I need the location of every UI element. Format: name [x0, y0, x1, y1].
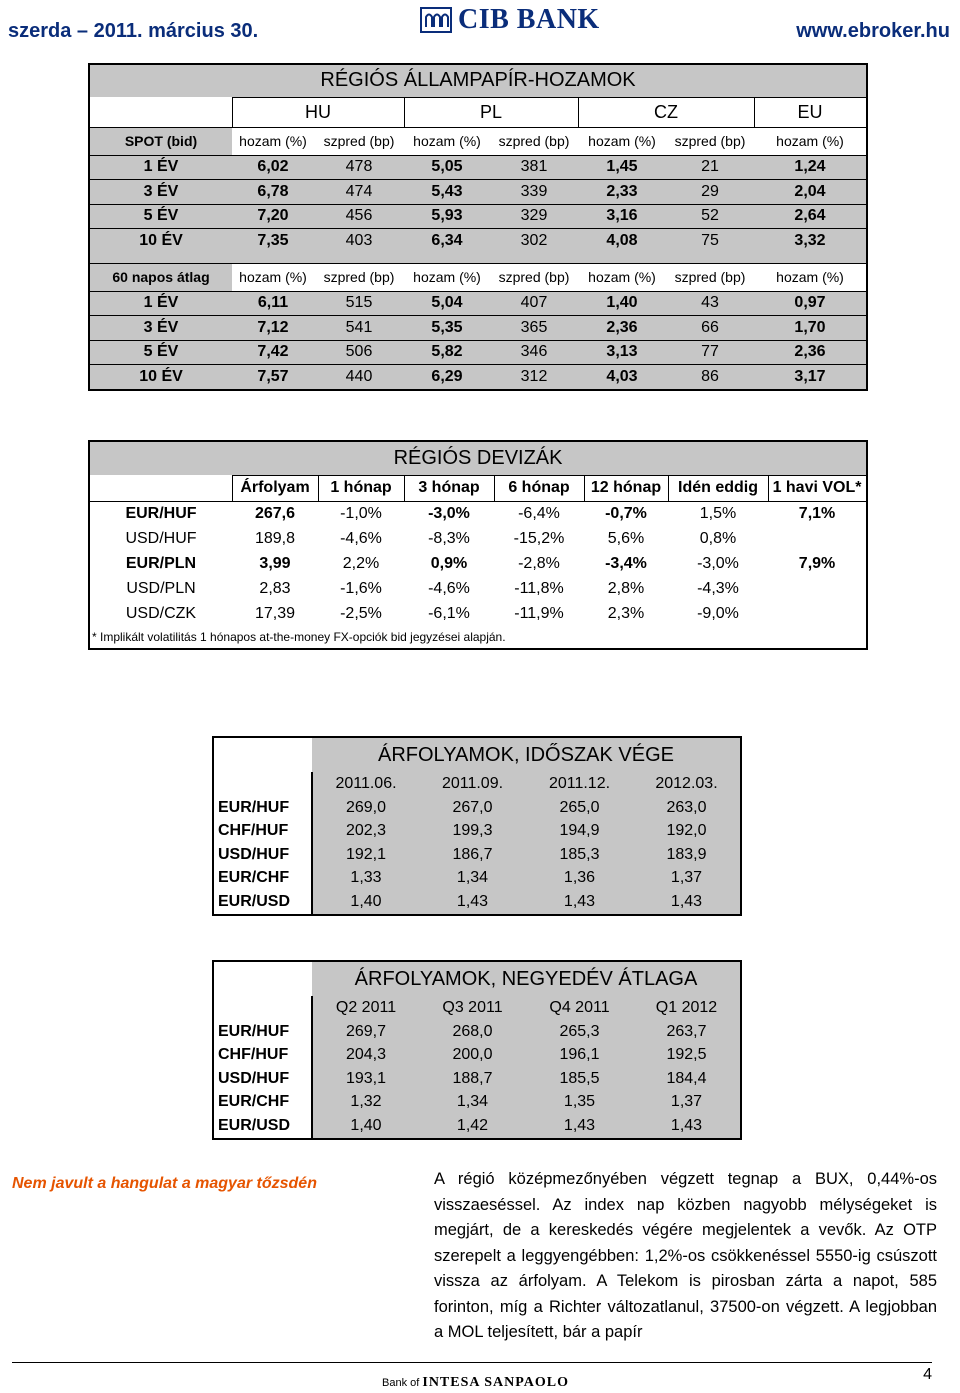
currencies-table [88, 440, 868, 650]
table-row [214, 1091, 740, 1115]
empty-cell [214, 996, 312, 1020]
hu-spread: 515 [314, 291, 404, 316]
cib-logo-icon [420, 7, 452, 33]
table-row [90, 526, 866, 551]
pl-yield: 5,93 [404, 204, 490, 229]
pl-yield: 5,43 [404, 180, 490, 205]
eu-yield: 3,32 [754, 229, 866, 254]
hu-yield: 7,20 [232, 204, 314, 229]
rate-cell: 269,0 [312, 796, 419, 820]
logo-text: CIB BANK [458, 4, 600, 35]
change-1m: -1,0% [340, 504, 382, 522]
table-row [90, 155, 866, 180]
vol-value [768, 576, 866, 601]
table-row [90, 316, 866, 341]
change-12m: 2,3% [607, 604, 645, 622]
col-hozam: hozam (%) [404, 127, 490, 155]
change-3m: -6,1% [428, 604, 470, 622]
eu-yield: 1,70 [754, 316, 866, 341]
rate-value: 189,8 [254, 529, 296, 547]
period-end-rates-table [212, 736, 742, 916]
cz-yield: 4,03 [578, 365, 666, 390]
rate-cell: 202,3 [312, 820, 419, 844]
rate-cell: 1,43 [419, 890, 526, 914]
col-header: 2011.12. [526, 772, 633, 796]
rate-cell: 185,3 [526, 843, 633, 867]
cz-yield: 3,13 [578, 340, 666, 365]
change-3m: 0,9% [430, 554, 468, 572]
hu-spread: 541 [314, 316, 404, 341]
col-header: 2011.06. [312, 772, 419, 796]
tenor-label: 1 ÉV [90, 155, 232, 180]
pl-spread: 312 [490, 365, 578, 390]
col-szpred: szpred (bp) [490, 263, 578, 291]
pair-label: USD/HUF [125, 529, 197, 547]
vol-value: 7,1% [798, 504, 836, 522]
change-6m: -11,9% [514, 604, 564, 622]
rate-cell: 1,34 [419, 867, 526, 891]
col-header: Idén eddig [668, 475, 768, 501]
table-row [90, 551, 866, 576]
tenor-label: 1 ÉV [90, 291, 232, 316]
table-row [90, 229, 866, 254]
col-szpred: szpred (bp) [666, 263, 754, 291]
cz-yield: 1,45 [578, 155, 666, 180]
table-title: RÉGIÓS DEVIZÁK [90, 442, 866, 475]
table-row [90, 365, 866, 390]
empty-cell [90, 475, 232, 501]
tenor-label: 3 ÉV [90, 316, 232, 341]
col-header: Árfolyam [232, 475, 318, 501]
cz-spread: 21 [666, 155, 754, 180]
rate-cell: 192,0 [633, 820, 740, 844]
pair-label: CHF/HUF [214, 1044, 312, 1068]
hu-spread: 456 [314, 204, 404, 229]
hu-yield: 6,78 [232, 180, 314, 205]
rate-cell: 1,37 [633, 867, 740, 891]
report-date: szerda – 2011. március 30. [8, 20, 259, 42]
pl-spread: 407 [490, 291, 578, 316]
empty-cell [214, 962, 312, 996]
pair-label: EUR/USD [214, 1114, 312, 1138]
period-end-grid [214, 738, 740, 914]
page-header [0, 0, 960, 58]
pair-label: CHF/HUF [214, 820, 312, 844]
pl-yield: 6,34 [404, 229, 490, 254]
rate-value: 3,99 [259, 554, 291, 572]
cz-spread: 43 [666, 291, 754, 316]
col-hozam: hozam (%) [404, 263, 490, 291]
change-ytd: -3,0% [697, 554, 739, 572]
pair-label: EUR/HUF [214, 1020, 312, 1044]
rate-cell: 200,0 [419, 1044, 526, 1068]
cz-yield: 3,16 [578, 204, 666, 229]
table-row [90, 601, 866, 626]
change-1m: -4,6% [340, 529, 382, 547]
rate-cell: 1,33 [312, 867, 419, 891]
country-hu: HU [232, 97, 404, 127]
col-header: 2012.03. [633, 772, 740, 796]
rate-cell: 194,9 [526, 820, 633, 844]
cz-spread: 29 [666, 180, 754, 205]
col-header: 1 havi VOL* [768, 475, 866, 501]
change-ytd: -9,0% [697, 604, 739, 622]
section-headline: Nem javult a hangulat a magyar tőzsdén [12, 1175, 317, 1192]
cz-spread: 86 [666, 365, 754, 390]
table-title: ÁRFOLYAMOK, NEGYEDÉV ÁTLAGA [312, 962, 740, 996]
market-commentary: A régió középmezőnyében végzett tegnap a BUX, 0,44%-os visszaeséssel. Az index nap közben nagyobb mélységeket is megjárt, de a kereskedés végére megjelentek a vevők. Az OTP szerepelt a leggyengébben: 1,2%-os csökkenéssel 5550-ig csúszott vissza az árfolyam. A Telekom is pirosban zárta a napot, 585 forinton, míg a Richter változatlanul, 37500-on végzett. A legjobban a MOL teljesített, bár a papír [434, 1170, 937, 1341]
empty-cell [90, 97, 232, 127]
pl-spread: 329 [490, 204, 578, 229]
rate-cell: 186,7 [419, 843, 526, 867]
change-ytd: 1,5% [699, 504, 737, 522]
change-6m: -11,8% [514, 579, 564, 597]
rate-cell: 268,0 [419, 1020, 526, 1044]
rate-value: 17,39 [254, 604, 296, 622]
rate-cell: 265,3 [526, 1020, 633, 1044]
change-6m: -15,2% [513, 529, 565, 547]
change-3m: -4,6% [428, 579, 470, 597]
pl-yield: 5,04 [404, 291, 490, 316]
col-szpred: szpred (bp) [314, 263, 404, 291]
col-header: 12 hónap [584, 475, 668, 501]
rate-cell: 1,40 [312, 1114, 419, 1138]
table-row [214, 1044, 740, 1068]
change-3m: -3,0% [428, 504, 470, 522]
change-12m: -3,4% [605, 554, 647, 572]
rate-cell: 1,34 [419, 1091, 526, 1115]
hu-spread: 440 [314, 365, 404, 390]
rate-value: 267,6 [254, 504, 296, 522]
vol-value [768, 601, 866, 626]
change-12m: 5,6% [607, 529, 645, 547]
pl-spread: 302 [490, 229, 578, 254]
col-hozam: hozam (%) [578, 127, 666, 155]
col-header: Q4 2011 [526, 996, 633, 1020]
eu-yield: 1,24 [754, 155, 866, 180]
empty-cell [214, 738, 312, 772]
rate-cell: 263,7 [633, 1020, 740, 1044]
tenor-label: 10 ÉV [90, 229, 232, 254]
hu-spread: 474 [314, 180, 404, 205]
rate-cell: 1,37 [633, 1091, 740, 1115]
rate-cell: 1,43 [526, 890, 633, 914]
tenor-label: 10 ÉV [90, 365, 232, 390]
table-row [90, 576, 866, 601]
vol-value [768, 526, 866, 551]
pl-spread: 365 [490, 316, 578, 341]
rate-cell: 1,43 [633, 1114, 740, 1138]
col-header: Q1 2012 [633, 996, 740, 1020]
hu-spread: 506 [314, 340, 404, 365]
rate-cell: 183,9 [633, 843, 740, 867]
change-1m: -1,6% [340, 579, 382, 597]
intesa-sanpaolo-logo [382, 1375, 569, 1391]
rate-cell: 269,7 [312, 1020, 419, 1044]
table-row [214, 1020, 740, 1044]
hu-yield: 6,11 [232, 291, 314, 316]
tenor-label: 3 ÉV [90, 180, 232, 205]
cz-spread: 52 [666, 204, 754, 229]
table-row [90, 204, 866, 229]
quarterly-average-table [212, 960, 742, 1140]
pl-spread: 339 [490, 180, 578, 205]
col-hozam: hozam (%) [754, 127, 866, 155]
country-cz: CZ [578, 97, 754, 127]
col-header: Q2 2011 [312, 996, 419, 1020]
pair-label: USD/CZK [125, 604, 197, 622]
pair-label: EUR/CHF [214, 1091, 312, 1115]
rate-cell: 199,3 [419, 820, 526, 844]
rate-value: 2,83 [259, 579, 291, 597]
table-row [214, 867, 740, 891]
rate-cell: 263,0 [633, 796, 740, 820]
cz-yield: 4,08 [578, 229, 666, 254]
change-12m: -0,7% [605, 504, 647, 522]
hu-yield: 6,02 [232, 155, 314, 180]
col-header: 6 hónap [494, 475, 584, 501]
cz-yield: 1,40 [578, 291, 666, 316]
hu-spread: 403 [314, 229, 404, 254]
eu-yield: 2,64 [754, 204, 866, 229]
spacer [90, 253, 866, 263]
rate-cell: 192,5 [633, 1044, 740, 1068]
col-hozam: hozam (%) [754, 263, 866, 291]
cz-spread: 77 [666, 340, 754, 365]
col-header: 3 hónap [404, 475, 494, 501]
rate-cell: 1,43 [526, 1114, 633, 1138]
pair-label: EUR/HUF [125, 504, 197, 522]
page-number: 4 [923, 1366, 932, 1383]
col-hozam: hozam (%) [578, 263, 666, 291]
spot-label: SPOT (bid) [90, 127, 232, 155]
country-eu: EU [754, 97, 866, 127]
col-szpred: szpred (bp) [490, 127, 578, 155]
rate-cell: 1,36 [526, 867, 633, 891]
table-row [214, 843, 740, 867]
pair-label: USD/PLN [126, 579, 196, 597]
change-1m: -2,5% [340, 604, 382, 622]
vol-value: 7,9% [798, 554, 836, 572]
table-row [90, 501, 866, 526]
avg-label: 60 napos átlag [90, 263, 232, 291]
rate-cell: 185,5 [526, 1067, 633, 1091]
pair-label: USD/HUF [214, 843, 312, 867]
country-pl: PL [404, 97, 578, 127]
rate-cell: 193,1 [312, 1067, 419, 1091]
website-link[interactable]: www.ebroker.hu [796, 20, 950, 42]
table-row [214, 1114, 740, 1138]
cz-spread: 66 [666, 316, 754, 341]
cz-spread: 75 [666, 229, 754, 254]
change-6m: -2,8% [518, 554, 560, 572]
pl-yield: 5,82 [404, 340, 490, 365]
rate-cell: 188,7 [419, 1067, 526, 1091]
footer-divider [12, 1362, 932, 1363]
pl-spread: 381 [490, 155, 578, 180]
pair-label: EUR/HUF [214, 796, 312, 820]
cz-yield: 2,33 [578, 180, 666, 205]
rate-cell: 265,0 [526, 796, 633, 820]
change-6m: -6,4% [518, 504, 560, 522]
quarterly-average-grid [214, 962, 740, 1138]
change-ytd: -4,3% [697, 579, 739, 597]
eu-yield: 3,17 [754, 365, 866, 390]
table-row [214, 1067, 740, 1091]
rate-cell: 1,42 [419, 1114, 526, 1138]
col-szpred: szpred (bp) [666, 127, 754, 155]
hu-spread: 478 [314, 155, 404, 180]
table-row [90, 340, 866, 365]
col-header: 1 hónap [318, 475, 404, 501]
col-header: 2011.09. [419, 772, 526, 796]
table-row [90, 291, 866, 316]
col-hozam: hozam (%) [232, 127, 314, 155]
footnote: * Implikált volatilitás 1 hónapos at-the-money FX-opciók bid jegyzései alapján. [92, 630, 506, 644]
rate-cell: 1,40 [312, 890, 419, 914]
bond-yields-grid [90, 65, 867, 389]
pl-yield: 5,35 [404, 316, 490, 341]
hu-yield: 7,42 [232, 340, 314, 365]
empty-cell [214, 772, 312, 796]
pair-label: EUR/USD [214, 890, 312, 914]
rate-cell: 204,3 [312, 1044, 419, 1068]
table-title: ÁRFOLYAMOK, IDŐSZAK VÉGE [312, 738, 740, 772]
pl-yield: 5,05 [404, 155, 490, 180]
change-ytd: 0,8% [699, 529, 737, 547]
col-szpred: szpred (bp) [314, 127, 404, 155]
pair-label: EUR/PLN [125, 554, 197, 572]
rate-cell: 184,4 [633, 1067, 740, 1091]
pl-spread: 346 [490, 340, 578, 365]
change-1m: 2,2% [342, 554, 380, 572]
hu-yield: 7,35 [232, 229, 314, 254]
eu-yield: 2,36 [754, 340, 866, 365]
pl-yield: 6,29 [404, 365, 490, 390]
table-row [214, 820, 740, 844]
table-title: RÉGIÓS ÁLLAMPAPÍR-HOZAMOK [320, 69, 636, 92]
table-row [214, 796, 740, 820]
cib-bank-logo [420, 4, 600, 36]
tenor-label: 5 ÉV [90, 340, 232, 365]
col-header: Q3 2011 [419, 996, 526, 1020]
eu-yield: 2,04 [754, 180, 866, 205]
pair-label: USD/HUF [214, 1067, 312, 1091]
eu-yield: 0,97 [754, 291, 866, 316]
rate-cell: 196,1 [526, 1044, 633, 1068]
rate-cell: 1,32 [312, 1091, 419, 1115]
tenor-label: 5 ÉV [90, 204, 232, 229]
rate-cell: 267,0 [419, 796, 526, 820]
pair-label: EUR/CHF [214, 867, 312, 891]
rate-cell: 1,35 [526, 1091, 633, 1115]
currencies-grid [90, 442, 867, 648]
table-row [214, 890, 740, 914]
bank-of-label: Bank of [382, 1377, 420, 1389]
group-name: INTESA SANPAOLO [422, 1375, 569, 1390]
change-3m: -8,3% [428, 529, 470, 547]
hu-yield: 7,12 [232, 316, 314, 341]
rate-cell: 1,43 [633, 890, 740, 914]
hu-yield: 7,57 [232, 365, 314, 390]
table-row [90, 180, 866, 205]
change-12m: 2,8% [607, 579, 645, 597]
col-hozam: hozam (%) [232, 263, 314, 291]
rate-cell: 192,1 [312, 843, 419, 867]
cz-yield: 2,36 [578, 316, 666, 341]
bond-yields-table [88, 63, 868, 391]
